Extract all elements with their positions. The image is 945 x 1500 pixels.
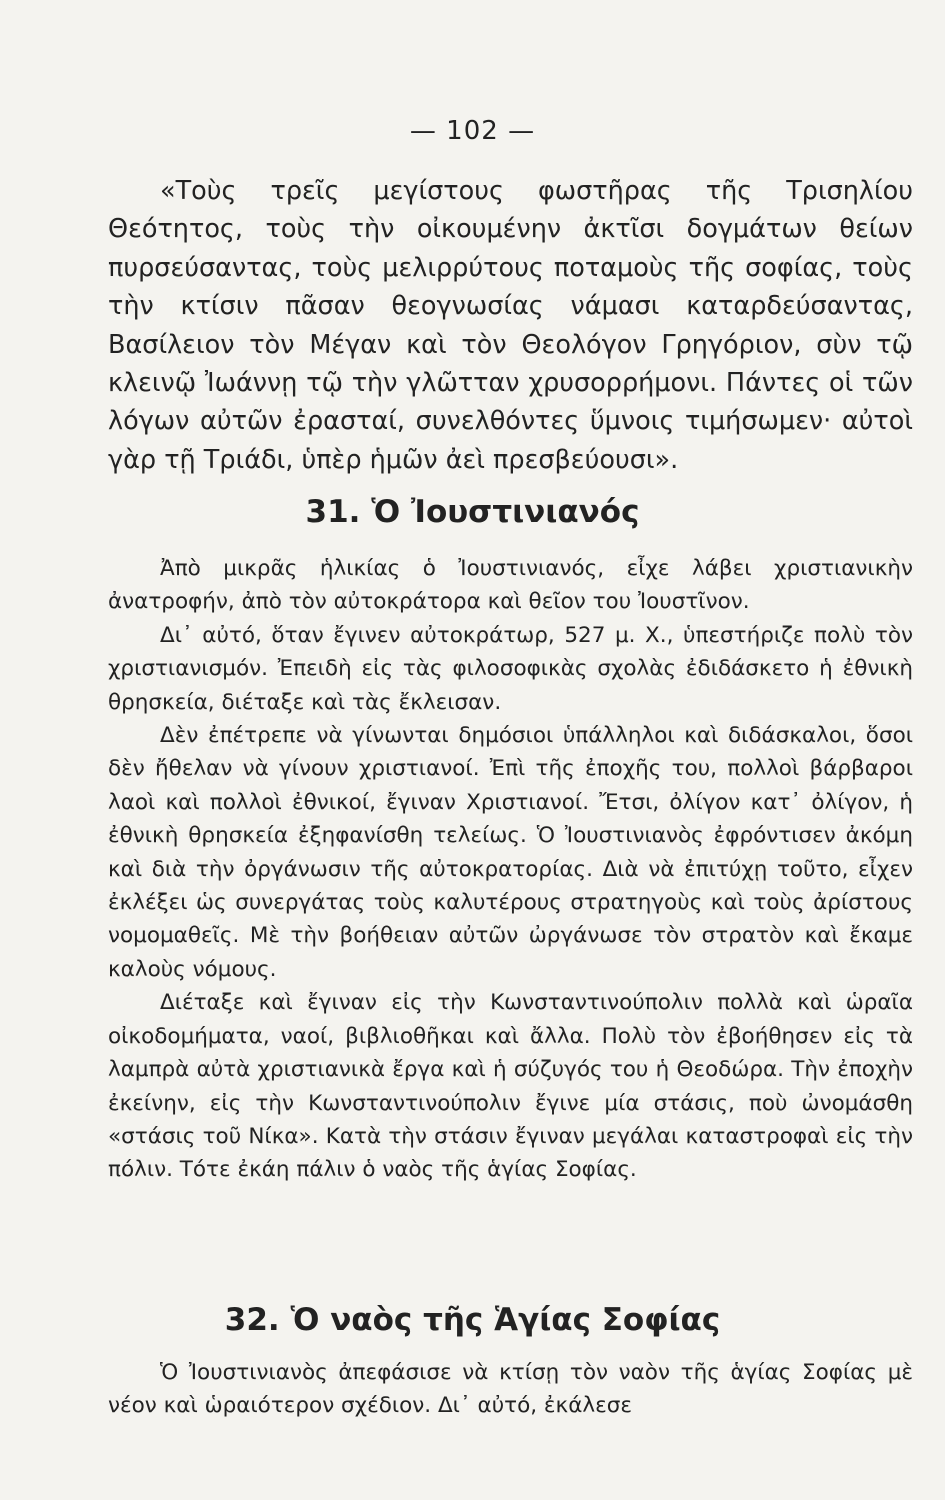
quote-paragraph: «Τοὺς τρεῖς μεγίστους φωστῆρας τῆς Τρισηλίου Θεότητος, τοὺς τὴν οἰκουμένην ἀκτῖσι δογμάτων θείων πυρσεύσαντας, τοὺς μελιρρύτους ποταμοὺς τῆς σοφίας, τοὺς τὴν κτίσιν πᾶσαν θεογνωσίας νάμασι καταρδεύσαντας, Βασίλειον τὸν Μέγαν καὶ τὸν Θεολόγον Γρηγόριον, σὺν τῷ κλεινῷ Ἰωάννῃ τῷ τὴν γλῶτταν χρυσορρήμονι. Πάντες οἱ τῶν λόγων αὐτῶν ἐρασταί, συνελθόντες ὕμνοις τιμήσωμεν· αὐτοὶ γὰρ τῇ Τριάδι, ὑπὲρ ἡμῶν ἀεὶ πρεσβεύουσι». [108,176,913,475]
page-number: — 102 — [409,116,536,146]
paragraph: Δὲν ἐπέτρεπε νὰ γίνωνται δημόσιοι ὑπάλληλοι καὶ διδάσκαλοι, ὅσοι δὲν ἤθελαν νὰ γίνουν χριστιανοί. Ἐπὶ τῆς ἐποχῆς του, πολλοὶ βάρβαροι λαοὶ καὶ πολλοὶ ἐθνικοί, ἔγιναν Χριστιανοί. Ἔτσι, ὀλίγον κατ᾽ ὀλίγον, ἡ ἐθνικὴ θρησκεία ἐξηφανίσθη τελείως. Ὁ Ἰουστινιανὸς ἐφρόντισεν ἀκόμη καὶ διὰ τὴν ὀργάνωσιν τῆς αὐτοκρατορίας. Διὰ νὰ ἐπιτύχῃ τοῦτο, εἶχεν ἐκλέξει ὡς συνεργάτας τοὺς καλυτέρους στρατηγοὺς καὶ τοὺς ἀρίστους νομομαθεῖς. Μὲ τὴν βοήθειαν αὐτῶν ὠργάνωσε τὸν στρατὸν καὶ ἔκαμε καλοὺς νόμους. [108,723,913,982]
section-31-body [108,552,913,1187]
paragraph: Ἀπὸ μικρᾶς ἡλικίας ὁ Ἰουστινιανός, εἶχε λάβει χριστιανικὴν ἀνατροφήν, ἀπὸ τὸν αὐτοκράτορα καὶ θεῖον του Ἰουστῖνον. [108,556,913,615]
liturgical-quote [108,172,913,479]
section-32-heading: 32. Ὁ ναὸς τῆς Ἁγίας Σοφίας [224,1302,721,1338]
paragraph: Δι᾽ αὐτό, ὅταν ἔγινεν αὐτοκράτωρ, 527 μ. Χ., ὑπεστήριζε πολὺ τὸν χριστιανισμόν. Ἐπειδὴ εἰς τὰς φιλοσοφικὰς σχολὰς ἐδιδάσκετο ἡ ἐθνικὴ θρησκεία, διέταξε καὶ τὰς ἔκλεισαν. [108,622,913,715]
section-32-body [108,1356,913,1423]
paragraph: Διέταξε καὶ ἔγιναν εἰς τὴν Κωνσταντινούπολιν πολλὰ καὶ ὡραῖα οἰκοδομήματα, ναοί, βιβλιοθῆκαι καὶ ἄλλα. Πολὺ τὸν ἐβοήθησεν εἰς τὰ λαμπρὰ αὐτὰ χριστιανικὰ ἔργα καὶ ἡ σύζυγός του ἡ Θεοδώρα. Τὴν ἐποχὴν ἐκείνην, εἰς τὴν Κωνσταντινούπολιν ἔγινε μία στάσις, ποὺ ὠνομάσθη «στάσις τοῦ Νίκα». Κατὰ τὴν στάσιν ἔγιναν μεγάλαι καταστροφαὶ εἰς τὴν πόλιν. Τότε ἐκάη πάλιν ὁ ναὸς τῆς ἁγίας Σοφίας. [108,990,913,1183]
section-31-heading: 31. Ὁ Ἰουστινιανός [305,494,640,530]
paragraph: Ὁ Ἰουστινιανὸς ἀπεφάσισε νὰ κτίσῃ τὸν ναὸν τῆς ἁγίας Σοφίας μὲ νέον καὶ ὡραιότερον σχέδιον. Δι᾽ αὐτό, ἐκάλεσε [108,1360,913,1419]
